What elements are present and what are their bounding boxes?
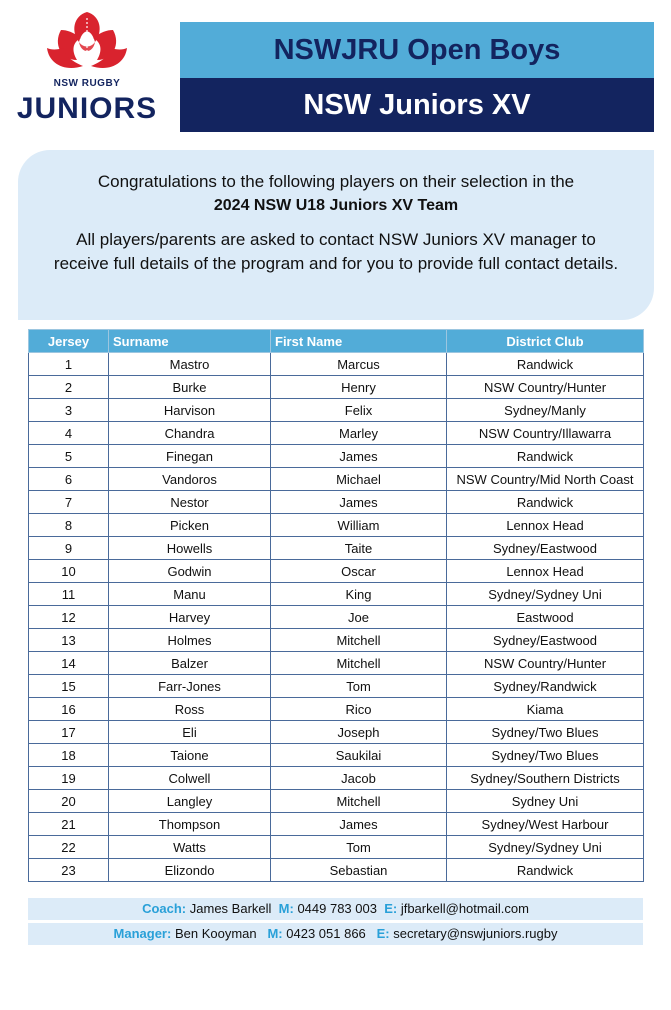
- table-row: [29, 629, 644, 652]
- district-club-cell: NSW Country/Illawarra: [447, 422, 644, 445]
- district-club-cell: Sydney/Manly: [447, 399, 644, 422]
- surname-cell: Harvey: [109, 606, 271, 629]
- first-name-cell: Sebastian: [271, 859, 447, 882]
- first-name-cell: Taite: [271, 537, 447, 560]
- surname-cell: Watts: [109, 836, 271, 859]
- first-name-cell: Joseph: [271, 721, 447, 744]
- district-club-cell: Sydney/West Harbour: [447, 813, 644, 836]
- jersey-cell: 5: [29, 445, 109, 468]
- logo-subtitle: NSW RUGBY: [53, 78, 121, 89]
- waratah-icon: [43, 8, 131, 78]
- district-club-cell: Sydney/Sydney Uni: [447, 583, 644, 606]
- logo-title: JUNIORS: [16, 92, 158, 125]
- first-name-cell: Mitchell: [271, 652, 447, 675]
- jersey-cell: 8: [29, 514, 109, 537]
- jersey-cell: 14: [29, 652, 109, 675]
- district-club-cell: Randwick: [447, 859, 644, 882]
- table-row: [29, 583, 644, 606]
- first-name-cell: Joe: [271, 606, 447, 629]
- jersey-cell: 23: [29, 859, 109, 882]
- coach-email-label: E:: [384, 901, 398, 916]
- player-table: [28, 329, 644, 882]
- jersey-cell: 22: [29, 836, 109, 859]
- jersey-cell: 19: [29, 767, 109, 790]
- surname-cell: Mastro: [109, 353, 271, 376]
- surname-cell: Manu: [109, 583, 271, 606]
- district-club-cell: Sydney/Two Blues: [447, 721, 644, 744]
- jersey-cell: 2: [29, 376, 109, 399]
- coach-contact: [28, 898, 643, 920]
- district-club-cell: Randwick: [447, 445, 644, 468]
- table-row: [29, 445, 644, 468]
- first-name-cell: Felix: [271, 399, 447, 422]
- table-row: [29, 675, 644, 698]
- header-first-name: First Name: [271, 330, 447, 353]
- surname-cell: Taione: [109, 744, 271, 767]
- jersey-cell: 21: [29, 813, 109, 836]
- jersey-cell: 9: [29, 537, 109, 560]
- first-name-cell: Henry: [271, 376, 447, 399]
- surname-cell: Nestor: [109, 491, 271, 514]
- district-club-cell: Randwick: [447, 353, 644, 376]
- table-row: [29, 744, 644, 767]
- jersey-cell: 3: [29, 399, 109, 422]
- first-name-cell: James: [271, 445, 447, 468]
- district-club-cell: Sydney Uni: [447, 790, 644, 813]
- table-row: [29, 836, 644, 859]
- surname-cell: Godwin: [109, 560, 271, 583]
- table-row: [29, 353, 644, 376]
- jersey-cell: 17: [29, 721, 109, 744]
- surname-cell: Farr-Jones: [109, 675, 271, 698]
- surname-cell: Vandoros: [109, 468, 271, 491]
- coach-mobile-label: M:: [278, 901, 294, 916]
- district-club-cell: Sydney/Sydney Uni: [447, 836, 644, 859]
- jersey-cell: 10: [29, 560, 109, 583]
- player-rows: [29, 353, 644, 882]
- manager-contact: [28, 923, 643, 945]
- surname-cell: Langley: [109, 790, 271, 813]
- coach-label: Coach:: [142, 901, 187, 916]
- manager-mobile: 0423 051 866: [286, 926, 366, 941]
- table-row: [29, 606, 644, 629]
- jersey-cell: 6: [29, 468, 109, 491]
- intro-instructions: All players/parents are asked to contact NSW Juniors XV manager to receive full details of the program and for you to provide full contact details.: [53, 230, 619, 273]
- manager-name: Ben Kooyman: [174, 926, 257, 941]
- district-club-cell: Kiama: [447, 698, 644, 721]
- manager-email-label: E:: [376, 926, 390, 941]
- jersey-cell: 18: [29, 744, 109, 767]
- jersey-cell: 12: [29, 606, 109, 629]
- surname-cell: Picken: [109, 514, 271, 537]
- manager-label: Manager:: [113, 926, 172, 941]
- jersey-cell: 4: [29, 422, 109, 445]
- table-row: [29, 721, 644, 744]
- surname-cell: Finegan: [109, 445, 271, 468]
- surname-cell: Ross: [109, 698, 271, 721]
- surname-cell: Chandra: [109, 422, 271, 445]
- first-name-cell: Tom: [271, 836, 447, 859]
- first-name-cell: Oscar: [271, 560, 447, 583]
- surname-cell: Harvison: [109, 399, 271, 422]
- surname-cell: Holmes: [109, 629, 271, 652]
- intro-panel: [18, 150, 654, 320]
- table-header-row: [29, 330, 644, 353]
- first-name-cell: Rico: [271, 698, 447, 721]
- jersey-cell: 7: [29, 491, 109, 514]
- surname-cell: Balzer: [109, 652, 271, 675]
- page-subtitle: NSW Juniors XV: [180, 78, 654, 132]
- surname-cell: Howells: [109, 537, 271, 560]
- header-surname: Surname: [109, 330, 271, 353]
- manager-mobile-label: M:: [267, 926, 283, 941]
- jersey-cell: 16: [29, 698, 109, 721]
- first-name-cell: William: [271, 514, 447, 537]
- district-club-cell: Sydney/Southern Districts: [447, 767, 644, 790]
- district-club-cell: Randwick: [447, 491, 644, 514]
- intro-congratulations: Congratulations to the following players on their selection in the: [97, 172, 575, 191]
- intro-team-name: 2024 NSW U18 Juniors XV Team: [213, 197, 459, 214]
- page-title: NSWJRU Open Boys: [180, 22, 654, 78]
- table-row: [29, 813, 644, 836]
- coach-name: James Barkell: [189, 901, 272, 916]
- coach-mobile: 0449 783 003: [297, 901, 377, 916]
- district-club-cell: Sydney/Randwick: [447, 675, 644, 698]
- surname-cell: Colwell: [109, 767, 271, 790]
- first-name-cell: Mitchell: [271, 790, 447, 813]
- table-row: [29, 698, 644, 721]
- district-club-cell: Sydney/Eastwood: [447, 537, 644, 560]
- table-row: [29, 422, 644, 445]
- surname-cell: Elizondo: [109, 859, 271, 882]
- district-club-cell: Sydney/Eastwood: [447, 629, 644, 652]
- first-name-cell: Michael: [271, 468, 447, 491]
- district-club-cell: Sydney/Two Blues: [447, 744, 644, 767]
- table-row: [29, 790, 644, 813]
- manager-email[interactable]: secretary@nswjuniors.rugby: [393, 926, 558, 941]
- table-row: [29, 514, 644, 537]
- table-row: [29, 537, 644, 560]
- district-club-cell: Eastwood: [447, 606, 644, 629]
- first-name-cell: Marley: [271, 422, 447, 445]
- header-district-club: District Club: [447, 330, 644, 353]
- first-name-cell: Jacob: [271, 767, 447, 790]
- nsw-juniors-logo: [16, 8, 158, 126]
- table-row: [29, 767, 644, 790]
- district-club-cell: Lennox Head: [447, 514, 644, 537]
- table-row: [29, 376, 644, 399]
- first-name-cell: Tom: [271, 675, 447, 698]
- first-name-cell: Saukilai: [271, 744, 447, 767]
- jersey-cell: 20: [29, 790, 109, 813]
- district-club-cell: Lennox Head: [447, 560, 644, 583]
- jersey-cell: 11: [29, 583, 109, 606]
- coach-email[interactable]: jfbarkell@hotmail.com: [400, 901, 529, 916]
- jersey-cell: 15: [29, 675, 109, 698]
- table-row: [29, 468, 644, 491]
- district-club-cell: NSW Country/Hunter: [447, 652, 644, 675]
- surname-cell: Eli: [109, 721, 271, 744]
- table-row: [29, 399, 644, 422]
- first-name-cell: King: [271, 583, 447, 606]
- district-club-cell: NSW Country/Hunter: [447, 376, 644, 399]
- table-row: [29, 859, 644, 882]
- first-name-cell: James: [271, 491, 447, 514]
- first-name-cell: Mitchell: [271, 629, 447, 652]
- header-jersey: Jersey: [29, 330, 109, 353]
- table-row: [29, 652, 644, 675]
- table-row: [29, 491, 644, 514]
- first-name-cell: Marcus: [271, 353, 447, 376]
- jersey-cell: 1: [29, 353, 109, 376]
- district-club-cell: NSW Country/Mid North Coast: [447, 468, 644, 491]
- table-row: [29, 560, 644, 583]
- first-name-cell: James: [271, 813, 447, 836]
- title-banner: [180, 22, 654, 132]
- jersey-cell: 13: [29, 629, 109, 652]
- surname-cell: Thompson: [109, 813, 271, 836]
- surname-cell: Burke: [109, 376, 271, 399]
